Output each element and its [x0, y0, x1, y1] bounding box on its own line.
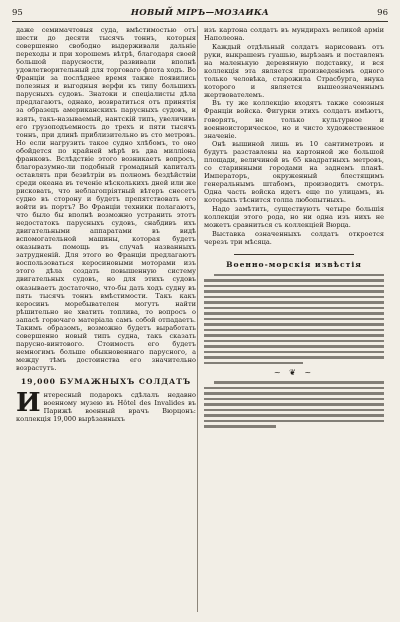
ornament-divider: ~ ❦ ~ — [273, 368, 315, 378]
running-title: НОВЫЙ МІРЪ—МОЗАИКА — [130, 8, 270, 18]
right-column — [204, 26, 384, 431]
page-number-left: 95 — [12, 8, 23, 18]
header-rule — [12, 21, 388, 22]
paragraph-handmade: Каждый отдѣльный солдатъ нарисованъ отъ руки, выкрашенъ гуашью, вырѣзанъ и поставленъ на маленькую деревянную подставку, и вся коллекція эта является произведеніемъ одного только человѣка, старожила Страсбурга, внука которого и является вышеозначеннымъ жертвователемъ. — [204, 42, 384, 99]
section-title-naval-news: Военно-морскія извѣстія — [226, 259, 362, 269]
paragraph-display: Онѣ вышиной лишь въ 10 сантиметровъ и будутъ разставлены на картонной же большой площади, величиной въ 65 квадратныхъ метровъ, со старинными городами на заднемъ планѣ. Императоръ, окруженный блестящимъ генеральнымъ штабомъ, производитъ смотръ. Одна часть войска идетъ еще по улицамъ, въ которыхъ тѣснится толпа любопытныхъ. — [204, 140, 384, 205]
column-divider — [197, 26, 198, 612]
naval-news-fine-print-2 — [204, 381, 384, 427]
page-number-right: 96 — [377, 8, 388, 18]
drop-cap: И — [16, 388, 41, 419]
paragraph-allied-troops: Въ ту же коллекцію входятъ также союзныя Франціи войска. Фигурки этихъ солдатъ имѣютъ, говорятъ, не только культурное и военноисторическое, но и чисто художественное значеніе. — [204, 99, 384, 140]
section-title-paper-soldiers: 19,000 БУМАЖНЫХЪ СОЛДАТЪ — [20, 377, 192, 387]
naval-news-fine-print-1 — [204, 274, 384, 364]
paragraph-sailing-ships: даже семимачтовыя суда, вмѣстимостью отъ шести до десяти тысячъ тоннъ, которыя совершенно свободно выдерживали дальніе переходы и при хорошемъ вѣтрѣ, благодаря своей большой парусности, развивали вполнѣ удовлетворительный для торговаго флота ходъ. Во Франціи за послѣднее время также появились полезныя и выгодныя верфи къ типу большихъ парусныхъ судовъ. Знатоки и спеціалисты дѣла предлагаютъ, однако, возвратиться отъ принятія за образецъ американскихъ парусныхъ судовъ, и взять, такъ-называемый, нантскій типъ, увеличивъ его грузоподъемность до трехъ и пяти тысячъ тоннъ, при длинѣ приблизительно въ сто метровъ. Но если нагрузить такое судно хлѣбомъ, то оно обойдется по крайней мѣрѣ въ два милліона франковъ. Вслѣдствіе этого возникаетъ вопросъ, благоразумно-ли подобный громадный капиталъ оставлять при безвѣтріи въ полномъ бездѣйствіи среди океана въ теченіе нѣсколькихъ дней или же рисковать, что неблагопріятный вѣтеръ снесетъ судно въ сторону и будетъ препятствовать его войти въ портъ? Во Франціи техники полагаютъ, что было бы вполнѣ возможно устранить этотъ недостатокъ парусныхъ судовъ, снабдивъ ихъ двигательными аппаратами въ видѣ вспомогательной машины, которая будетъ оказывать помощь въ случаѣ названныхъ затрудненій. Для этого во Франціи предлагаютъ воспользоваться керосиновыми моторами изъ этого дѣла создать повышенную систему двигательных судовъ, но для этихъ судовъ оказываетъ достаточно, что-бы дать ходъ судну въ пять тысячъ тоннъ вмѣстимости. Такъ какъ керосинъ моребывателен могутъ найти рѣшительно не хватить топлива, то вопросъ о запасѣ горючаго матеріала самъ собой отпадаетъ. Такимъ образомъ, возможно будетъ выработать совершенно новый типъ судна, такъ сказать парусно-винтового. Стоимость его будетъ немногимъ больше обыкновеннаго парусного, а между тѣмъ достоинства его значительно возрастутъ. — [16, 26, 196, 372]
section-rule — [234, 254, 354, 255]
page-header — [8, 8, 392, 20]
left-column — [16, 26, 196, 424]
paragraph-collections: Надо замѣтить, существуютъ четыре большія коллекціи этого рода, но ни одна изъ нихъ не можетъ сравниться съ коллекціей Вюрца. — [204, 205, 384, 230]
paragraph-exhibition: Выставка означенныхъ солдатъ откроется черезъ три мѣсяца. — [204, 229, 384, 246]
paragraph-soldiers-intro-text: нтересный подарокъ сдѣлалъ недавно военному музею въ Hôtel des Invalides въ Парижѣ военный врачъ Вюрцонъ: коллекція 19,000 вырѣзанныхъ — [16, 391, 196, 424]
paragraph-soldiers-intro — [16, 388, 196, 424]
paragraph-cardboard: изъ картона солдатъ въ мундирахъ великой арміи Наполеона. — [204, 26, 384, 43]
